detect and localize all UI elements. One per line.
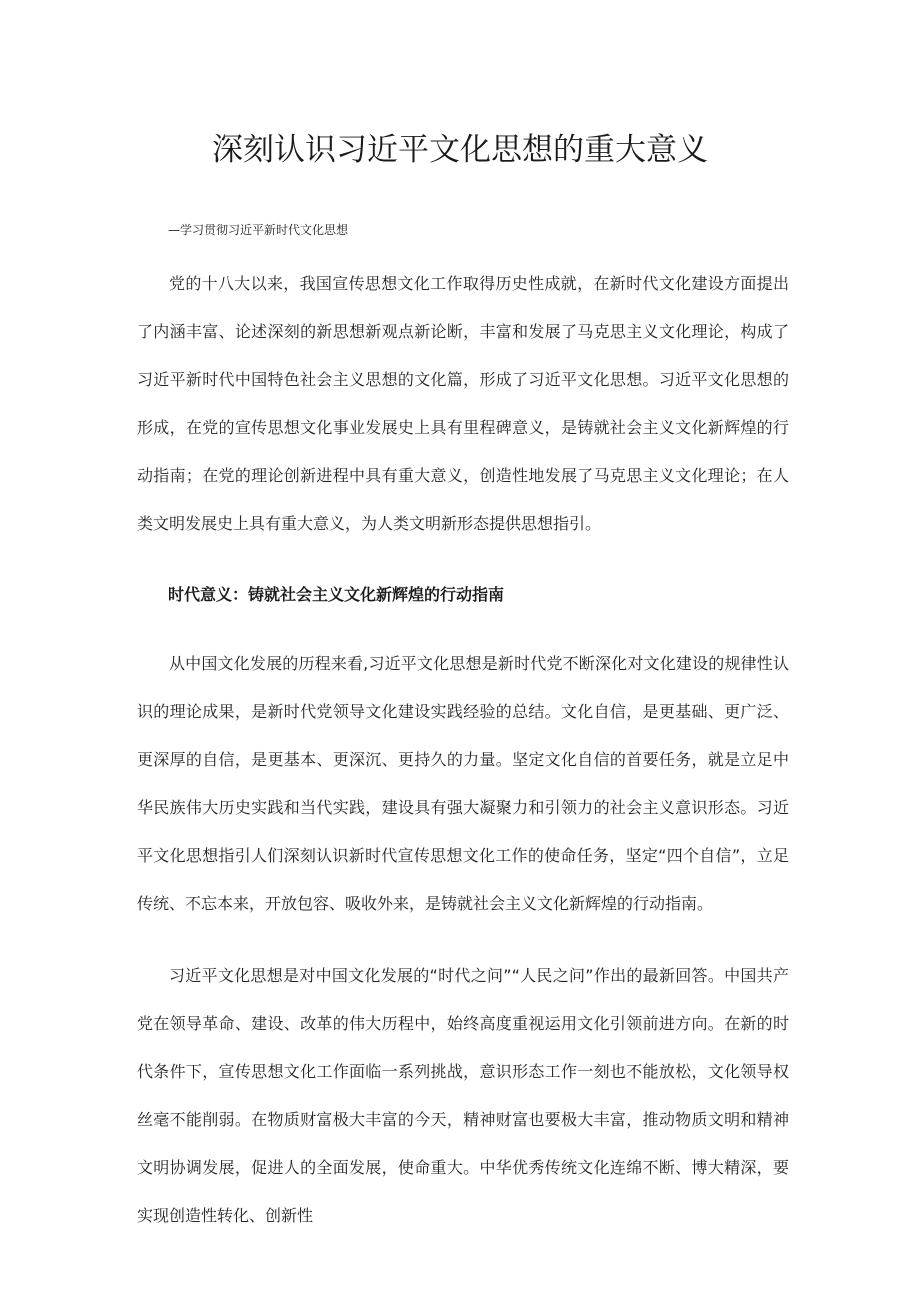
paragraph-historical: 从中国文化发展的历程来看,习近平文化思想是新时代党不断深化对文化建设的规律性认识的理论成果，是新时代党领导文化建设实践经验的总结。文化自信，是更基础、更广泛、更深厚的自信，是更基本、更深沉、更持久的力量。坚定文化自信的首要任务，就是立足中华民族伟大历史实践和当代实践，建设具有强大凝聚力和引领力的社会主义意识形态。习近平文化思想指引人们深刻认识新时代宣传思想文化工作的使命任务，坚定“四个自信”，立足传统、不忘本来，开放包容、吸收外来，是铸就社会主义文化新辉煌的行动指南。 bbox=[137, 654, 789, 913]
paragraph-intro: 党的十八大以来，我国宣传思想文化工作取得历史性成就，在新时代文化建设方面提出了内涵丰富、论述深刻的新思想新观点新论断，丰富和发展了马克思主义文化理论，构成了习近平新时代中国特色社会主义思想的文化篇，形成了习近平文化思想。习近平文化思想的形成，在党的宣传思想文化事业发展史上具有里程碑意义，是铸就社会主义文化新辉煌的行动指南；在党的理论创新进程中具有重大意义，创造性地发展了马克思主义文化理论；在人类文明发展史上具有重大意义，为人类文明新形态提供思想指引。 bbox=[137, 274, 789, 533]
section-heading: 时代意义：铸就社会主义文化新辉煌的行动指南 bbox=[168, 585, 505, 604]
page-subtitle: —学习贯彻习近平新时代文化思想 bbox=[168, 223, 349, 237]
page-title: 深刻认识习近平文化思想的重大意义 bbox=[212, 132, 708, 168]
paragraph-answer: 习近平文化思想是对中国文化发展的“时代之问”“人民之问”作出的最新回答。中国共产党在领导革命、建设、改革的伟大历程中，始终高度重视运用文化引领前进方向。在新的时代条件下，宣传思想文化工作面临一系列挑战，意识形态工作一刻也不能放松，文化领导权丝毫不能削弱。在物质财富极大丰富的今天，精神财富也要极大丰富，推动物质文明和精神文明协调发展，促进人的全面发展，使命重大。中华优秀传统文化连绵不断、博大精深，要实现创造性转化、创新性 bbox=[137, 966, 789, 1225]
